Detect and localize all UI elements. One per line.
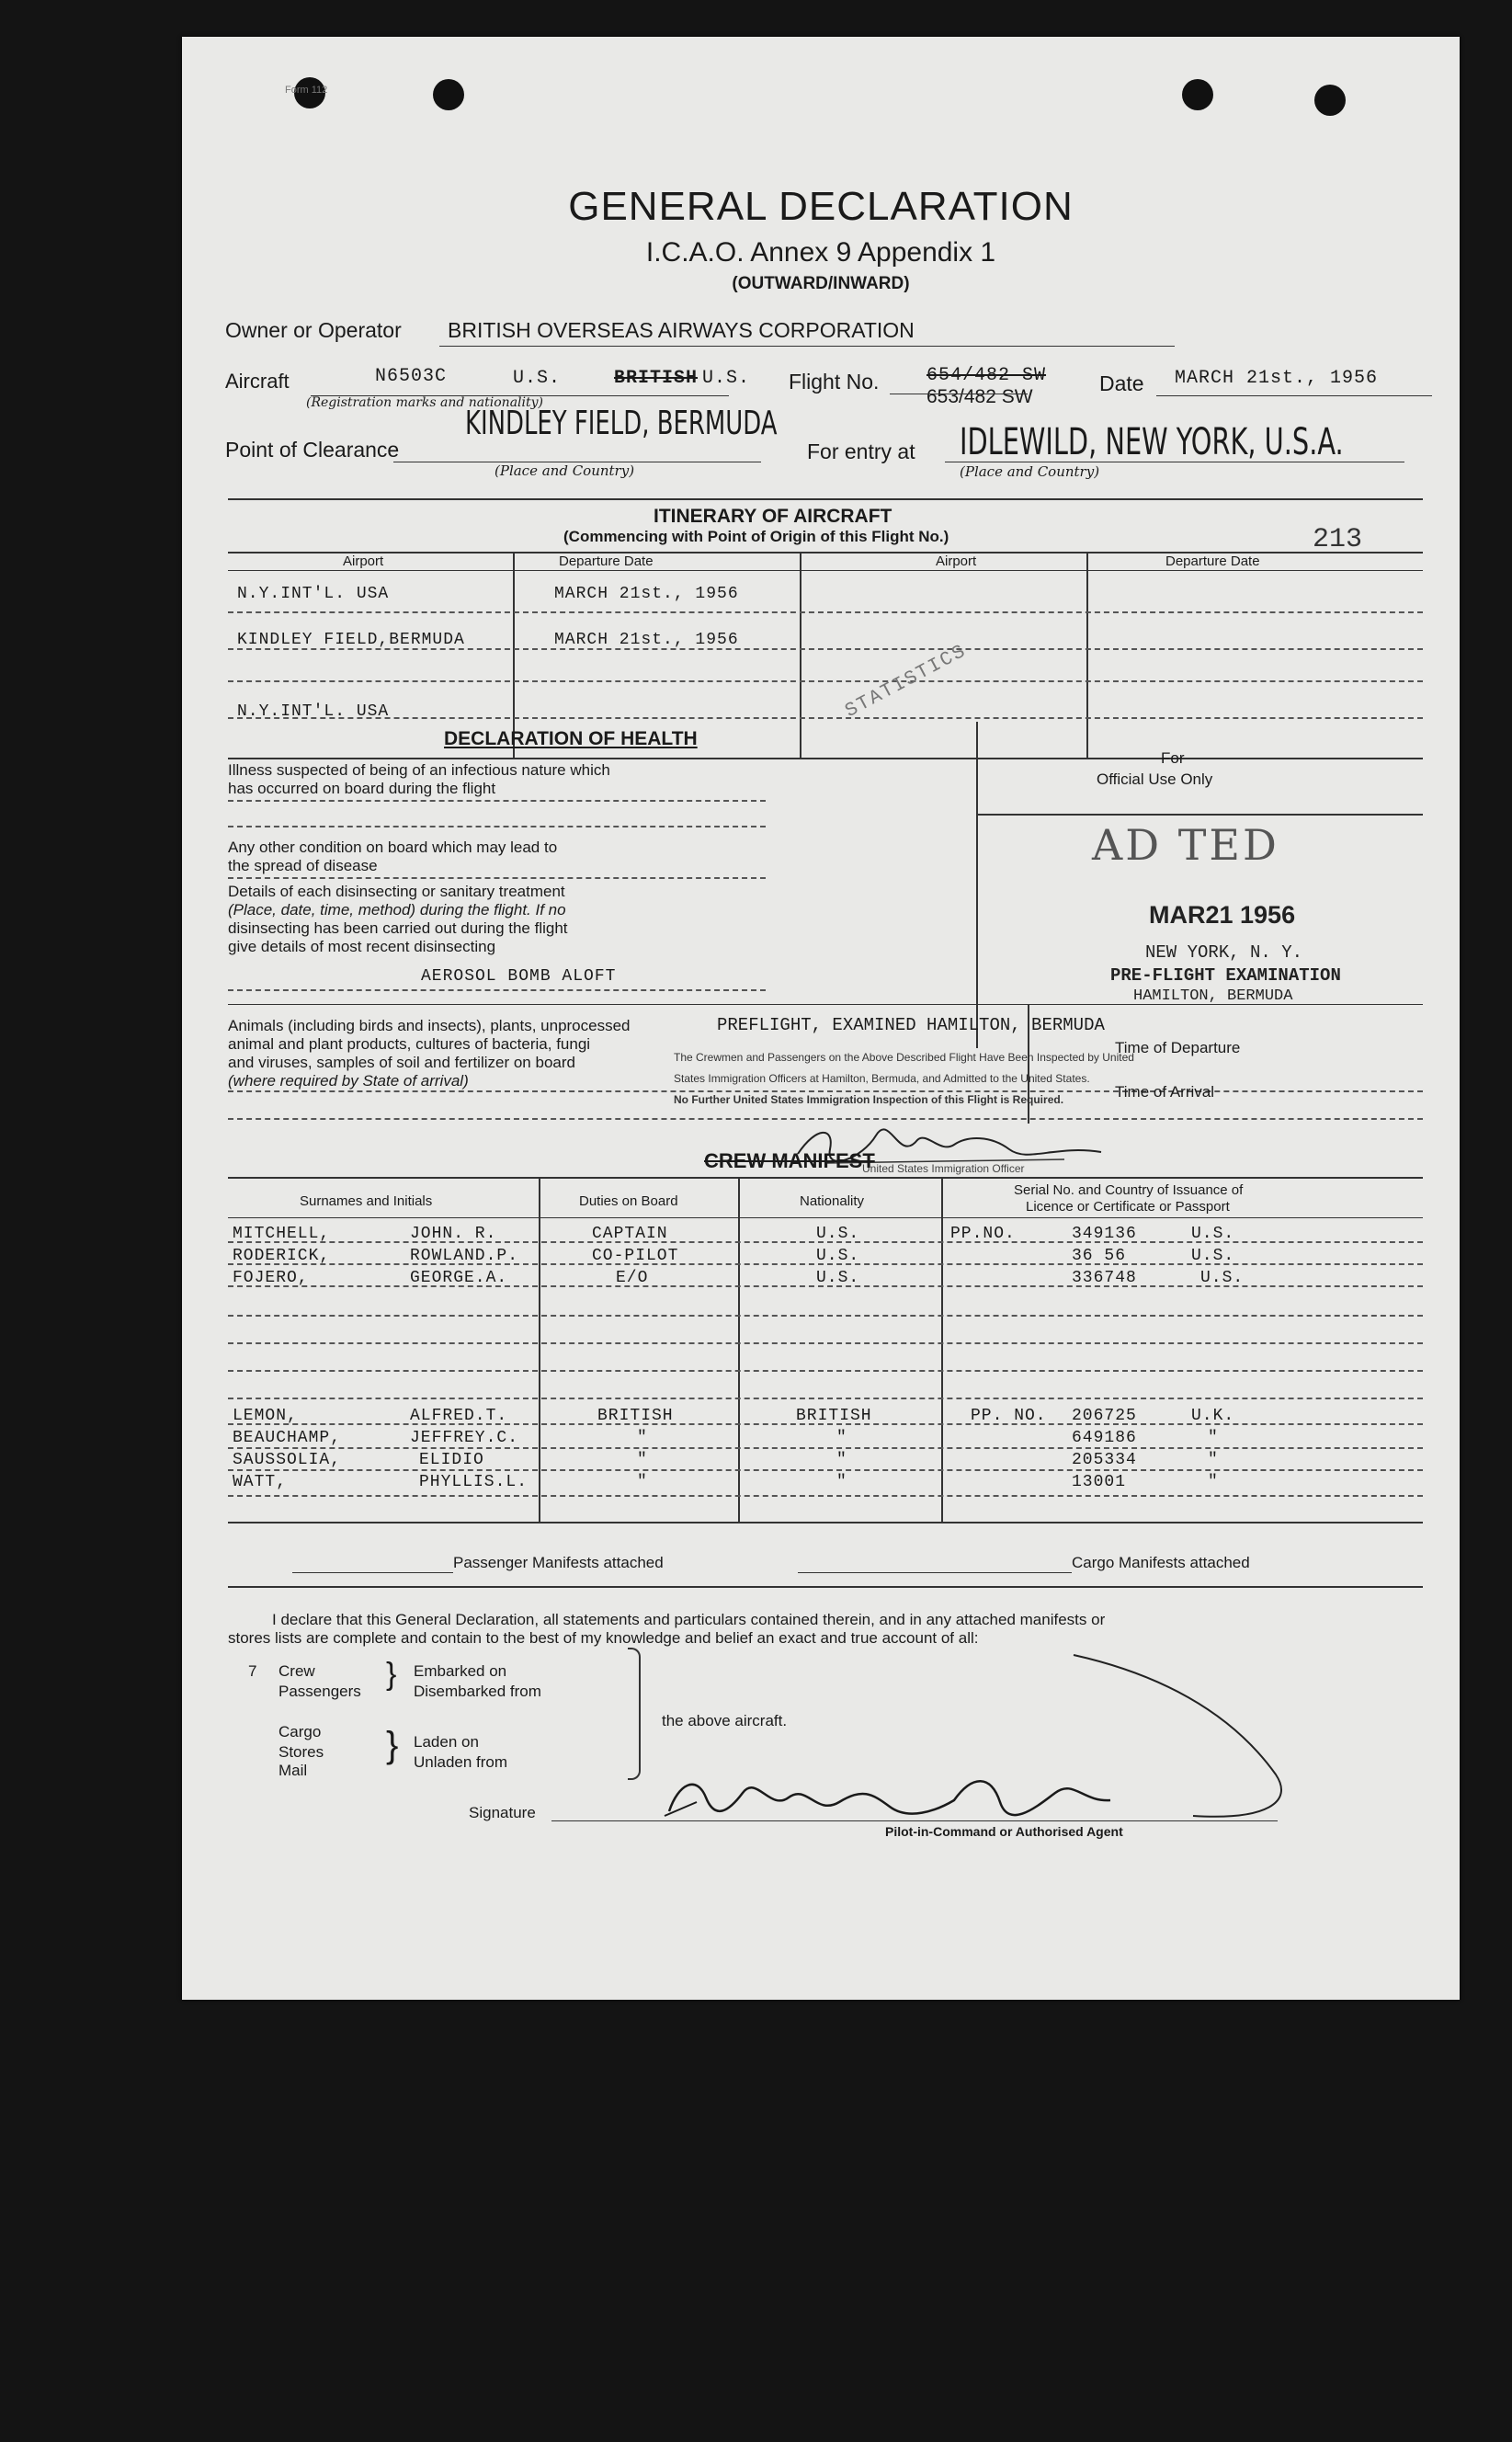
- form-title: GENERAL DECLARATION: [568, 184, 1074, 229]
- decl-above: the above aircraft.: [662, 1712, 788, 1729]
- aircraft-country: U.S.: [513, 368, 562, 389]
- decl-laden: Laden on: [414, 1733, 479, 1751]
- decl-mail: Mail: [279, 1762, 308, 1779]
- date-value: MARCH 21st., 1956: [1175, 368, 1379, 389]
- cert-line-1: The Crewmen and Passengers on the Above Described Flight Have Been Inspected by United: [674, 1051, 1134, 1064]
- cert-line-2: States Immigration Officers at Hamilton, Bermuda, and Admitted to the United States.: [674, 1072, 1090, 1085]
- owner-value: BRITISH OVERSEAS AIRWAYS CORPORATION: [448, 318, 915, 342]
- crew-duty-2: CO-PILOT: [592, 1247, 679, 1265]
- crew-serial-7: 13001: [1072, 1473, 1127, 1491]
- other-condition-line-1: Any other condition on board which may lead to: [228, 839, 558, 856]
- clearance-value: KINDLEY FIELD, BERMUDA: [465, 405, 778, 442]
- decl-embarked: Embarked on: [414, 1662, 507, 1680]
- crew-serial-1: 349136: [1072, 1225, 1137, 1243]
- officer-label: United States Immigration Officer: [862, 1162, 1025, 1175]
- crew-surname-5: BEAUCHAMP,: [233, 1429, 342, 1447]
- crew-col-serial-1: Serial No. and Country of Issuance of: [1014, 1182, 1244, 1198]
- crew-surname-7: WATT,: [233, 1473, 288, 1491]
- form-direction: (OUTWARD/INWARD): [732, 274, 910, 293]
- crew-duty-4: BRITISH: [597, 1407, 674, 1425]
- animals-line-2: animal and plant products, cultures of bacteria, fungi: [228, 1035, 591, 1053]
- crew-given-7: PHYLLIS.L.: [419, 1473, 529, 1491]
- disinsecting-line-1: Details of each disinsecting or sanitary treatment: [228, 883, 565, 900]
- crew-country-2: U.S.: [1191, 1247, 1235, 1265]
- arrival-label: Time of Arrival: [1115, 1083, 1215, 1101]
- cert-line-3: No Further United States Immigration Inspection of this Flight is Required.: [674, 1093, 1064, 1106]
- crew-nat-6: ": [836, 1451, 847, 1469]
- punch-hole: [433, 79, 464, 110]
- disinsecting-line-2: (Place, date, time, method) during the flight. If no: [228, 901, 566, 919]
- flight-struck: 654/482 SW: [927, 365, 1047, 386]
- animals-line-4: (where required by State of arrival): [228, 1072, 469, 1090]
- crew-serial-2: 36 56: [1072, 1247, 1127, 1265]
- illness-line-1: Illness suspected of being of an infectious nature which: [228, 761, 610, 779]
- aircraft-registration: N6503C: [375, 366, 448, 387]
- punch-hole: [1314, 85, 1346, 116]
- crew-col-nationality: Nationality: [800, 1193, 865, 1209]
- crew-count: 7: [248, 1662, 257, 1680]
- preflight-note: PREFLIGHT, EXAMINED HAMILTON, BERMUDA: [717, 1015, 1105, 1035]
- itinerary-airport-2: KINDLEY FIELD,BERMUDA: [237, 631, 465, 649]
- crew-duty-1: CAPTAIN: [592, 1225, 668, 1243]
- crew-pp-1: PP.NO.: [950, 1225, 1016, 1243]
- crew-surname-4: LEMON,: [233, 1407, 298, 1425]
- crew-surname-1: MITCHELL,: [233, 1225, 331, 1243]
- animals-line-3: and viruses, samples of soil and fertilizer on board: [228, 1054, 575, 1071]
- entry-value: IDLEWILD, NEW YORK, U.S.A.: [960, 421, 1344, 463]
- cargo-manifests: Cargo Manifests attached: [1072, 1554, 1250, 1571]
- disinsecting-value: AEROSOL BOMB ALOFT: [421, 967, 617, 986]
- col-airport: Airport: [343, 553, 384, 569]
- crew-given-4: ALFRED.T.: [410, 1407, 508, 1425]
- crew-col-duties: Duties on Board: [579, 1193, 678, 1209]
- disinsecting-line-4: give details of most recent disinsecting: [228, 938, 496, 955]
- crew-surname-3: FOJERO,: [233, 1269, 309, 1287]
- crew-nat-5: ": [836, 1429, 847, 1447]
- col-airport-2: Airport: [936, 553, 977, 569]
- stamp-preflight: PRE-FLIGHT EXAMINATION: [1110, 965, 1341, 986]
- crew-given-2: ROWLAND.P.: [410, 1247, 519, 1265]
- crew-surname-2: RODERICK,: [233, 1247, 331, 1265]
- stamp-hamilton: HAMILTON, BERMUDA: [1133, 987, 1293, 1005]
- brace-large: [628, 1648, 641, 1780]
- crew-surname-6: SAUSSOLIA,: [233, 1451, 342, 1469]
- illness-line-2: has occurred on board during the flight: [228, 780, 496, 797]
- crew-nat-4: BRITISH: [796, 1407, 872, 1425]
- crew-nat-3: U.S.: [816, 1269, 860, 1287]
- signature-label: Signature: [469, 1804, 536, 1821]
- crew-given-6: ELIDIO: [419, 1451, 484, 1469]
- declaration-line-2: stores lists are complete and contain to the best of my knowledge and belief an exact and true account of all:: [228, 1629, 979, 1647]
- animals-line-1: Animals (including birds and insects), plants, unprocessed: [228, 1017, 631, 1034]
- pilot-signature: [642, 1637, 1303, 1857]
- col-departure: Departure Date: [559, 553, 654, 569]
- stamp-date: MAR21 1956: [1149, 901, 1296, 929]
- declaration-form: [182, 37, 1460, 2000]
- crew-nat-7: ": [836, 1473, 847, 1491]
- official-line-1: For: [1161, 749, 1185, 767]
- entry-sublabel: (Place and Country): [960, 463, 1100, 480]
- owner-label: Owner or Operator: [225, 318, 402, 342]
- itinerary-subtitle: (Commencing with Point of Origin of this Flight No.): [563, 528, 949, 545]
- crew-country-6: ": [1208, 1451, 1219, 1469]
- crew-given-3: GEORGE.A.: [410, 1269, 508, 1287]
- itinerary-date-1: MARCH 21st., 1956: [554, 585, 739, 603]
- itinerary-title: ITINERARY OF AIRCRAFT: [654, 506, 892, 527]
- decl-stores: Stores: [279, 1743, 324, 1761]
- pilot-label: Pilot-in-Command or Authorised Agent: [885, 1824, 1123, 1839]
- decl-unladen: Unladen from: [414, 1753, 508, 1771]
- itinerary-date-2: MARCH 21st., 1956: [554, 631, 739, 649]
- passenger-manifests: Passenger Manifests attached: [453, 1554, 664, 1571]
- crew-duty-3: E/O: [616, 1269, 649, 1287]
- crew-serial-4: 206725: [1072, 1407, 1137, 1425]
- admitted-stamp: AD TED: [1092, 820, 1279, 870]
- crew-duty-5: ": [637, 1429, 648, 1447]
- form-subtitle: I.C.A.O. Annex 9 Appendix 1: [645, 237, 996, 268]
- itinerary-airport-1: N.Y.INT'L. USA: [237, 585, 390, 603]
- flight-value: 653/482 SW: [927, 386, 1033, 407]
- decl-cargo: Cargo: [279, 1723, 322, 1740]
- crew-nat-1: U.S.: [816, 1225, 860, 1243]
- stamp-city: NEW YORK, N. Y.: [1145, 942, 1303, 963]
- brace-top: }: [386, 1657, 397, 1692]
- declaration-line-1: I declare that this General Declaration, all statements and particulars contained therein, and in any attached manifests or: [272, 1611, 1106, 1628]
- crew-title: CREW MANIFEST: [704, 1149, 875, 1172]
- decl-disembarked: Disembarked from: [414, 1683, 541, 1700]
- crew-country-5: ": [1208, 1429, 1219, 1447]
- crew-duty-6: ": [637, 1451, 648, 1469]
- statistics-stamp: STATISTICS: [842, 641, 971, 723]
- crew-nat-2: U.S.: [816, 1247, 860, 1265]
- health-title: DECLARATION OF HEALTH: [444, 728, 698, 749]
- aircraft-country-after: U.S.: [702, 368, 751, 389]
- crew-given-5: JEFFREY.C.: [410, 1429, 519, 1447]
- itinerary-number: 213: [1313, 524, 1363, 555]
- other-condition-line-2: the spread of disease: [228, 857, 378, 874]
- punch-hole: [1182, 79, 1213, 110]
- col-departure-2: Departure Date: [1165, 553, 1260, 569]
- crew-country-7: ": [1208, 1473, 1219, 1491]
- decl-crew: Crew: [279, 1662, 315, 1680]
- entry-label: For entry at: [807, 439, 915, 463]
- itinerary-airport-3: N.Y.INT'L. USA: [237, 702, 390, 721]
- decl-passengers: Passengers: [279, 1683, 361, 1700]
- crew-serial-6: 205334: [1072, 1451, 1137, 1469]
- registration-sublabel: (Registration marks and nationality): [306, 395, 543, 410]
- crew-country-1: U.S.: [1191, 1225, 1235, 1243]
- disinsecting-line-3: disinsecting has been carried out during the flight: [228, 919, 568, 937]
- crew-country-4: U.K.: [1191, 1407, 1235, 1425]
- crew-serial-5: 649186: [1072, 1429, 1137, 1447]
- brace-bottom: }: [386, 1725, 399, 1765]
- clearance-label: Point of Clearance: [225, 438, 400, 462]
- crew-given-1: JOHN. R.: [410, 1225, 497, 1243]
- flight-label: Flight No.: [789, 370, 880, 394]
- crew-pp-4: PP. NO.: [971, 1407, 1047, 1425]
- aircraft-label: Aircraft: [225, 370, 290, 393]
- official-line-2: Official Use Only: [1097, 770, 1213, 788]
- crew-duty-7: ": [637, 1473, 648, 1491]
- departure-label: Time of Departure: [1115, 1039, 1241, 1056]
- date-label: Date: [1099, 371, 1144, 395]
- crew-serial-3: 336748: [1072, 1269, 1137, 1287]
- aircraft-struck: BRITISH: [614, 368, 699, 389]
- crew-country-3: U.S.: [1200, 1269, 1245, 1287]
- corner-mark: Form 112: [285, 85, 328, 96]
- clearance-sublabel: (Place and Country): [495, 462, 635, 479]
- crew-col-serial-2: Licence or Certificate or Passport: [1026, 1199, 1230, 1215]
- crew-col-name: Surnames and Initials: [300, 1193, 433, 1209]
